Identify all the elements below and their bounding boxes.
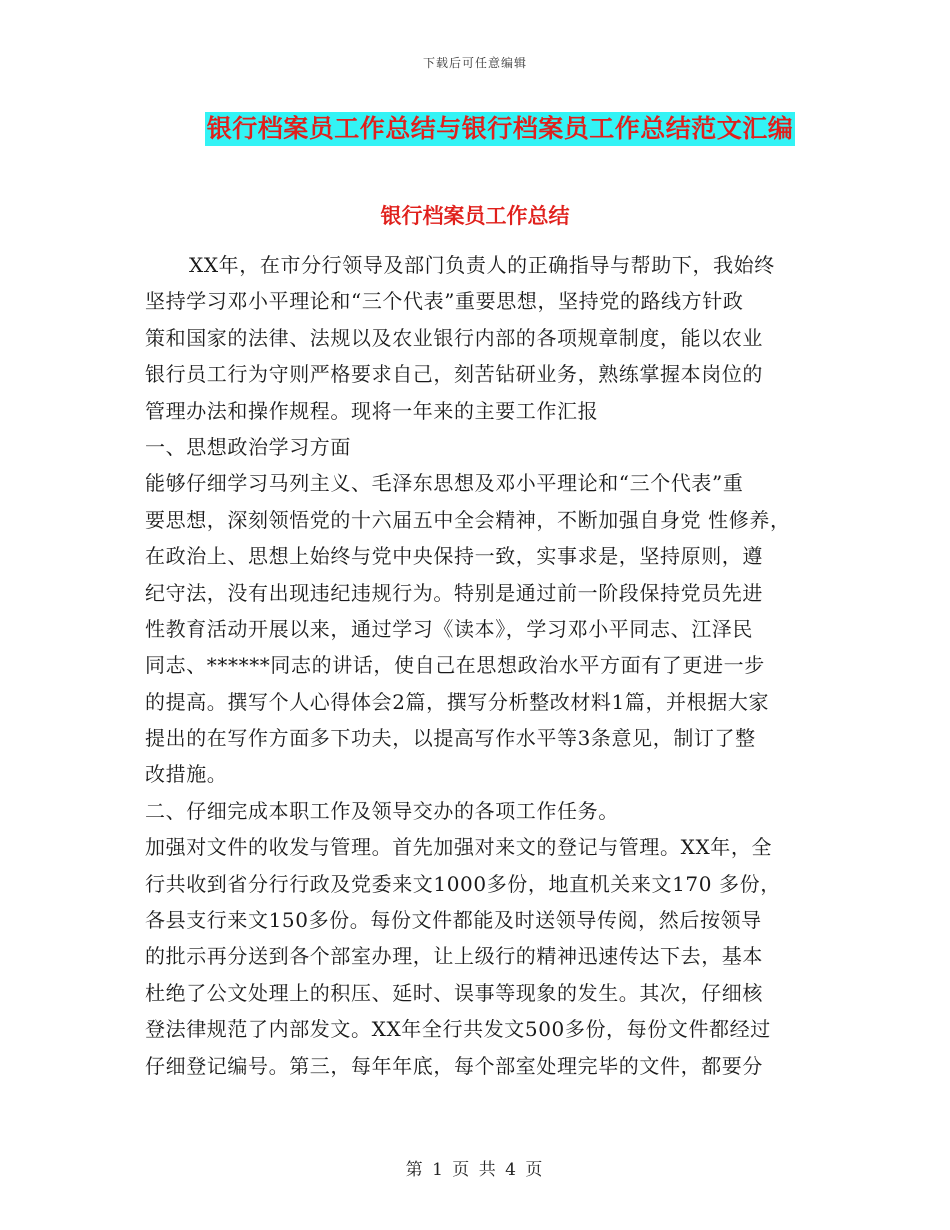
text-line: 登法律规范了内部发文。XX年全行共发文500多份，每份文件都经过	[145, 1017, 771, 1042]
text-line: 策和国家的法律、法规以及农业银行内部的各项规章制度，能以农业	[145, 325, 763, 350]
text-line: 杜绝了公文处理上的积压、延时、误事等现象的发生。其次，仔细核	[145, 980, 763, 1005]
text-line: 的提高。撰写个人心得体会2篇，撰写分析整改材料1篇，并根据大家	[145, 689, 770, 714]
body-text	[145, 247, 815, 1084]
text-line: 仔细登记编号。第三，每年年底，每个部室处理完毕的文件，都要分	[145, 1053, 763, 1078]
text-line: 各县支行来文150多份。每份文件都能及时送领导传阅，然后按领导	[145, 908, 762, 933]
text-line: 加强对文件的收发与管理。首先加强对来文的登记与管理。XX年，全	[145, 835, 773, 860]
header-note: 下载后可任意编辑	[422, 56, 527, 70]
section-heading-2: 二、仔细完成本职工作及领导交办的各项工作任务。	[145, 798, 619, 823]
text-line: 要思想，深刻领悟党的十六届五中全会精神，不断加强自身党 性修养，	[145, 507, 791, 532]
text-line: 的批示再分送到各个部室办理，让上级行的精神迅速传达下去，基本	[145, 944, 763, 969]
text-line: 提出的在写作方面多下功夫，以提高写作水平等3条意见，制订了整	[145, 726, 756, 751]
main-title: 银行档案员工作总结与银行档案员工作总结范文汇编	[205, 112, 796, 146]
text-line: 同志、******同志的讲话，使自己在思想政治水平方面有了更进一步	[145, 653, 765, 678]
main-title-container	[0, 112, 950, 146]
text-line: 坚持学习邓小平理论和“三个代表”重要思想，坚持党的路线方针政	[145, 289, 744, 314]
text-line: 银行员工行为守则严格要求自己，刻苦钻研业务，熟练掌握本岗位的	[145, 362, 763, 387]
text-line: 在政治上、思想上始终与党中央保持一致，实事求是，坚持原则，遵	[145, 544, 763, 569]
text-line: 管理办法和操作规程。现将一年来的主要工作汇报	[145, 398, 599, 423]
text-line: XX年，在市分行领导及部门负责人的正确指导与帮助下，我始终	[189, 253, 775, 277]
text-line: 能够仔细学习马列主义、毛泽东思想及邓小平理论和“三个代表”重	[145, 471, 744, 496]
text-line: 行共收到省分行行政及党委来文1000多份，地直机关来文170 多份，	[145, 871, 781, 896]
section-title: 银行档案员工作总结	[380, 204, 570, 228]
text-line: 改措施。	[145, 762, 228, 787]
page-footer: 第 1 页 共 4 页	[405, 1160, 545, 1180]
text-line: 性教育活动开展以来，通过学习《读本》，学习邓小平同志、江泽民	[145, 616, 753, 641]
section-heading-1: 一、思想政治学习方面	[145, 434, 351, 459]
text-line: 纪守法，没有出现违纪违规行为。特别是通过前一阶段保持党员先进	[145, 580, 763, 605]
